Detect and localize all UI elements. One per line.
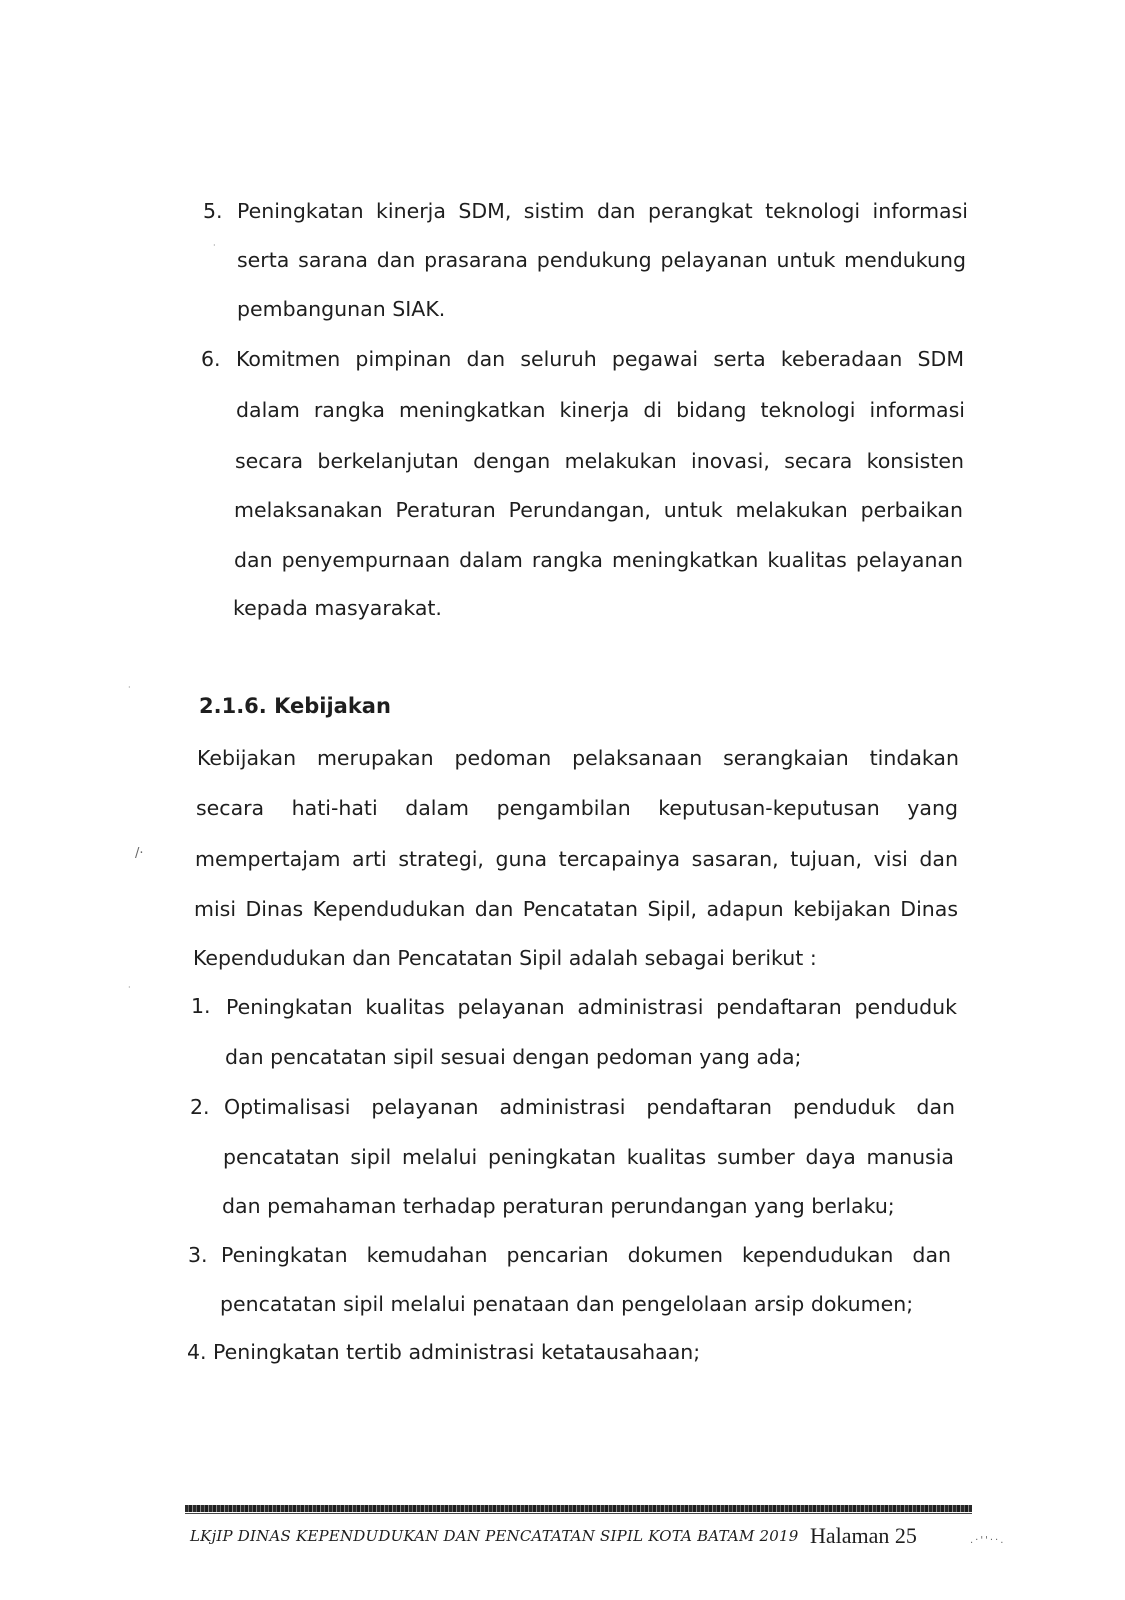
list-text-line: pencatatan sipil melalui peningkatan kualitas sumber daya manusia bbox=[223, 1145, 954, 1169]
list-text-line: dalam rangka meningkatkan kinerja di bidang teknologi informasi bbox=[236, 398, 965, 422]
list-number: 6. bbox=[201, 347, 221, 371]
paragraph-line: Kebijakan merupakan pedoman pelaksanaan serangkaian tindakan bbox=[197, 746, 959, 770]
list-text-line: pencatatan sipil melalui penataan dan pengelolaan arsip dokumen; bbox=[220, 1292, 914, 1316]
list-text-line: melaksanakan Peraturan Perundangan, untuk melakukan perbaikan bbox=[234, 498, 963, 522]
list-text-line: Komitmen pimpinan dan seluruh pegawai serta keberadaan SDM bbox=[236, 347, 964, 371]
scan-mark: /· bbox=[135, 846, 144, 861]
list-number: 4. bbox=[187, 1340, 207, 1364]
list-text-line: Optimalisasi pelayanan administrasi pendaftaran penduduk dan bbox=[224, 1095, 955, 1119]
paragraph-line: Kependudukan dan Pencatatan Sipil adalah sebagai berikut : bbox=[193, 946, 817, 970]
list-text-line: serta sarana dan prasarana pendukung pelayanan untuk mendukung bbox=[237, 248, 966, 272]
list-number: 1. bbox=[191, 994, 211, 1018]
footer-rule-thin bbox=[185, 1513, 972, 1514]
list-text-line: dan pemahaman terhadap peraturan perundangan yang berlaku; bbox=[222, 1194, 895, 1218]
list-text-line: Peningkatan kemudahan pencarian dokumen kependudukan dan bbox=[221, 1243, 951, 1267]
paragraph-line: mempertajam arti strategi, guna tercapainya sasaran, tujuan, visi dan bbox=[195, 847, 958, 871]
footer-page-number: Halaman 25 bbox=[810, 1523, 917, 1548]
list-text-line: pembangunan SIAK. bbox=[237, 297, 446, 321]
list-text-line: Peningkatan kualitas pelayanan administrasi pendaftaran penduduk bbox=[226, 995, 957, 1019]
list-text-line: Peningkatan tertib administrasi ketatausahaan; bbox=[213, 1340, 701, 1364]
list-text-line: secara berkelanjutan dengan melakukan inovasi, secara konsisten bbox=[235, 449, 964, 473]
scan-dot: · bbox=[213, 241, 216, 250]
scan-dot: · bbox=[128, 983, 131, 992]
list-number: 3. bbox=[188, 1243, 208, 1267]
scan-dot: · bbox=[128, 683, 131, 692]
section-heading: 2.1.6. Kebijakan bbox=[199, 694, 391, 718]
list-text-line: dan pencatatan sipil sesuai dengan pedoman yang ada; bbox=[225, 1045, 802, 1069]
list-text-line: Peningkatan kinerja SDM, sistim dan perangkat teknologi informasi bbox=[237, 199, 968, 223]
list-text-line: kepada masyarakat. bbox=[233, 596, 442, 620]
paragraph-line: misi Dinas Kependudukan dan Pencatatan Sipil, adapun kebijakan Dinas bbox=[194, 897, 958, 921]
footer-document-title: LKjIP DINAS KEPENDUDUKAN DAN PENCATATAN SIPIL KOTA BATAM 2019 bbox=[190, 1527, 799, 1545]
list-number: 5. bbox=[203, 199, 223, 223]
list-text-line: dan penyempurnaan dalam rangka meningkatkan kualitas pelayanan bbox=[234, 548, 963, 572]
list-number: 2. bbox=[190, 1095, 210, 1119]
footer-rule bbox=[185, 1505, 972, 1512]
scan-mark: .·''··. bbox=[970, 1535, 1006, 1546]
paragraph-line: secara hati-hati dalam pengambilan keputusan-keputusan yang bbox=[196, 796, 958, 820]
